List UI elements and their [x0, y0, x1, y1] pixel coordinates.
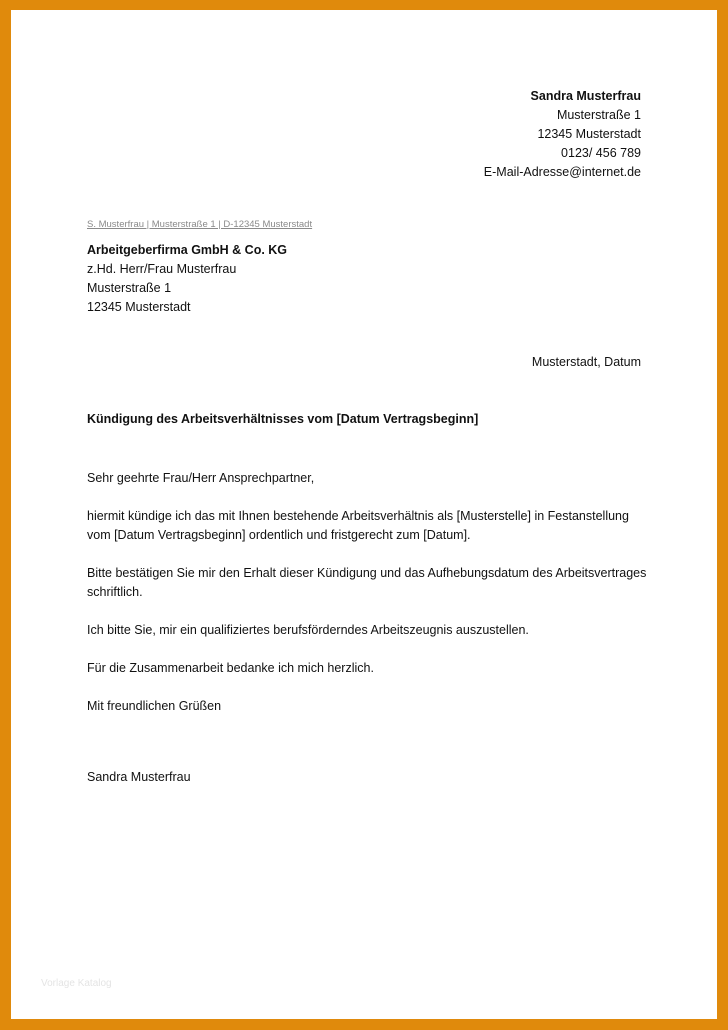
sender-phone: 0123/ 456 789 — [561, 146, 641, 160]
watermark-text: Vorlage Katalog — [41, 978, 112, 989]
recipient-attention: z.Hd. Herr/Frau Musterfrau — [87, 262, 237, 276]
sender-street: Musterstraße 1 — [556, 108, 641, 122]
body-paragraph-2: Bitte bestätigen Sie mir den Erhalt dieser Kündigung und das Aufhebungsdatum des Arbeitsvertrages schriftlich. — [87, 566, 647, 599]
recipient-block — [87, 241, 287, 317]
body-paragraph-4: Für die Zusammenarbeit bedanke ich mich herzlich. — [87, 661, 374, 675]
body-paragraph-1: hiermit kündige ich das mit Ihnen bestehende Arbeitsverhältnis als [Musterstelle] in Festanstellung vom [Datum Vertragsbeginn] ordentlich und fristgerecht zum [Datum]. — [87, 509, 629, 542]
place-date: Musterstadt, Datum — [531, 355, 641, 369]
return-address-line: S. Musterfrau | Musterstraße 1 | D-12345 Musterstadt — [87, 219, 313, 230]
closing-phrase: Mit freundlichen Grüßen — [87, 699, 222, 713]
sender-name: Sandra Musterfrau — [530, 89, 641, 103]
signature-name: Sandra Musterfrau — [87, 770, 191, 784]
body-paragraph-3: Ich bitte Sie, mir ein qualifiziertes berufsförderndes Arbeitszeugnis auszustellen. — [87, 623, 529, 637]
sender-email: E-Mail-Adresse@internet.de — [483, 165, 641, 179]
sender-city: 12345 Musterstadt — [537, 127, 641, 141]
subject-line: Kündigung des Arbeitsverhältnisses vom [Datum Vertragsbeginn] — [87, 412, 479, 426]
sender-block — [484, 87, 641, 182]
letter-body — [87, 469, 647, 735]
recipient-company: Arbeitgeberfirma GmbH & Co. KG — [87, 243, 288, 257]
recipient-street: Musterstraße 1 — [87, 281, 172, 295]
letter-page — [11, 10, 717, 1019]
recipient-city: 12345 Musterstadt — [87, 300, 191, 314]
salutation: Sehr geehrte Frau/Herr Ansprechpartner, — [87, 471, 315, 485]
